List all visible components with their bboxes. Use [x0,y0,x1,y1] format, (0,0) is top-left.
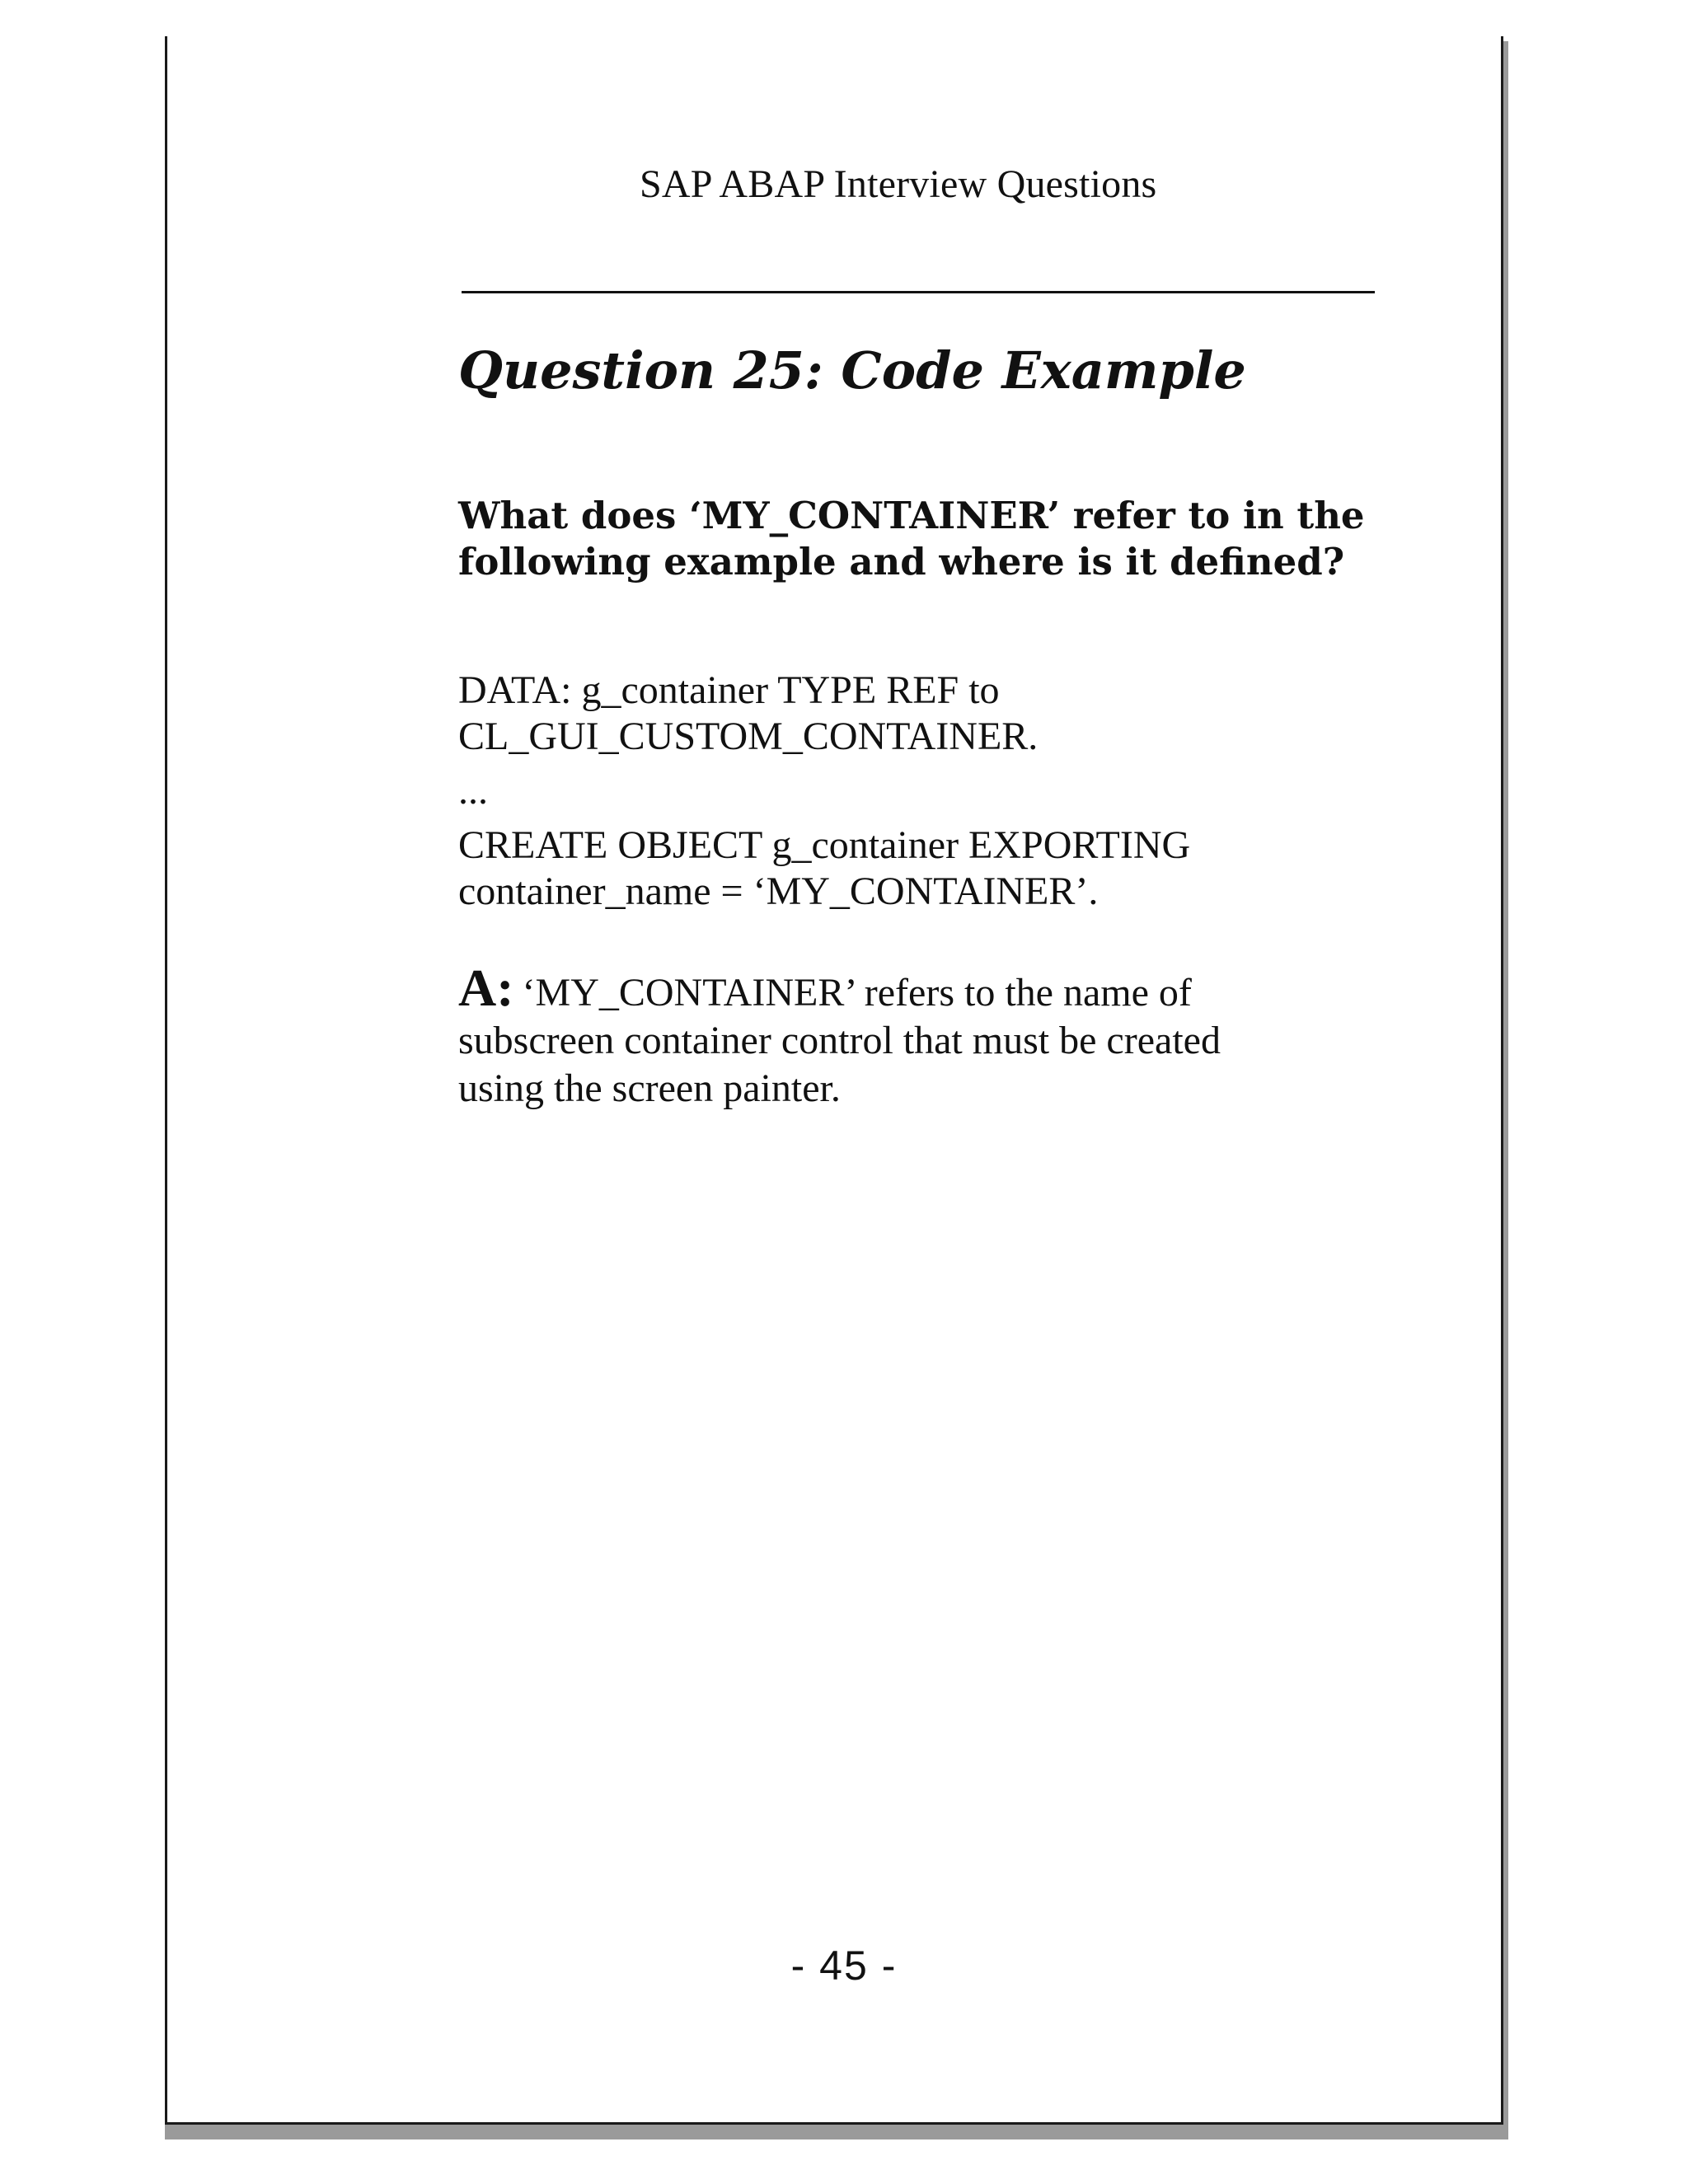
page-number: - 45 - [790,1943,898,1989]
code-line-5: container_name = ‘MY_CONTAINER’. [458,869,1099,913]
answer-line-2: subscreen container control that must be created [458,1019,1221,1062]
running-header: SAP ABAP Interview Questions [640,162,1157,206]
code-line-4: CREATE OBJECT g_container EXPORTING [458,823,1191,867]
question-prompt-line-1: What does ‘MY_CONTAINER’ refer to in the [458,494,1365,537]
answer-line-3: using the screen painter. [458,1066,841,1110]
code-line-1: DATA: g_container TYPE REF to [458,668,1000,712]
question-prompt [458,493,1398,585]
header-rule [462,291,1375,293]
page-shadow-right [1503,41,1508,2139]
answer-label: A: [458,958,514,1017]
answer-block [458,958,1390,1113]
code-line-2: CL_GUI_CUSTOM_CONTAINER. [458,715,1039,758]
question-prompt-line-2: following example and where is it defined? [458,540,1345,583]
answer-line-1: ‘MY_CONTAINER’ refers to the name of [522,971,1192,1015]
question-title: Question 25: Code Example [458,340,1246,401]
code-line-ellipsis: ... [458,769,488,813]
code-example [458,668,1381,915]
